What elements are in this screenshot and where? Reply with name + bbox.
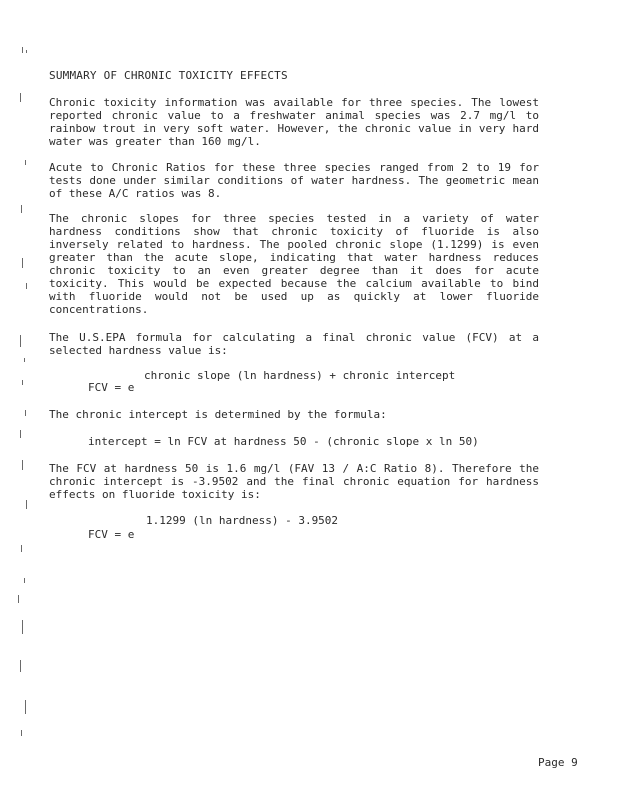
paragraph-acute-chronic-ratios: Acute to Chronic Ratios for these three species ranged from 2 to 19 for tests done under similar conditions of water hardness. The geometric mean of these A/C ratios was 8. bbox=[49, 161, 539, 200]
left-margin-scan-marks bbox=[0, 0, 30, 800]
formula-fcv-exponent: chronic slope (ln hardness) + chronic intercept bbox=[144, 369, 456, 382]
page-number: Page 9 bbox=[538, 756, 578, 769]
formula-final-exponent: 1.1299 (ln hardness) - 3.9502 bbox=[146, 514, 339, 527]
paragraph-chronic-slopes: The chronic slopes for three species tested in a variety of water hardness conditions show that chronic toxicity of fluoride is also inversely related to hardness. The pooled chronic slope (1.1299) is even greater than the acute slope, indicating that water hardness reduces chronic toxicity to an even greater degree than it does for acute toxicity. This would be expected because the calcium available to bind with fluoride would not be used up as quickly at lower fluoride concentrations. bbox=[49, 212, 539, 316]
paragraph-chronic-info: Chronic toxicity information was available for three species. The lowest reported chronic value to a freshwater animal species was 2.7 mg/l to rainbow trout in very soft water. However, the chronic value in very hard water was greater than 160 mg/l. bbox=[49, 96, 539, 148]
section-heading: SUMMARY OF CHRONIC TOXICITY EFFECTS bbox=[49, 69, 288, 82]
formula-fcv-base: FCV = e bbox=[88, 381, 135, 394]
formula-intercept: intercept = ln FCV at hardness 50 - (chronic slope x ln 50) bbox=[88, 435, 479, 448]
paragraph-epa-formula-intro: The U.S.EPA formula for calculating a final chronic value (FCV) at a selected hardness value is: bbox=[49, 331, 539, 357]
paragraph-intercept-intro: The chronic intercept is determined by the formula: bbox=[49, 408, 387, 421]
paragraph-fcv-hardness-50: The FCV at hardness 50 is 1.6 mg/l (FAV 13 / A:C Ratio 8). Therefore the chronic intercept is -3.9502 and the final chronic equation for hardness effects on fluoride toxicity is: bbox=[49, 462, 539, 501]
formula-final-base: FCV = e bbox=[88, 528, 135, 541]
